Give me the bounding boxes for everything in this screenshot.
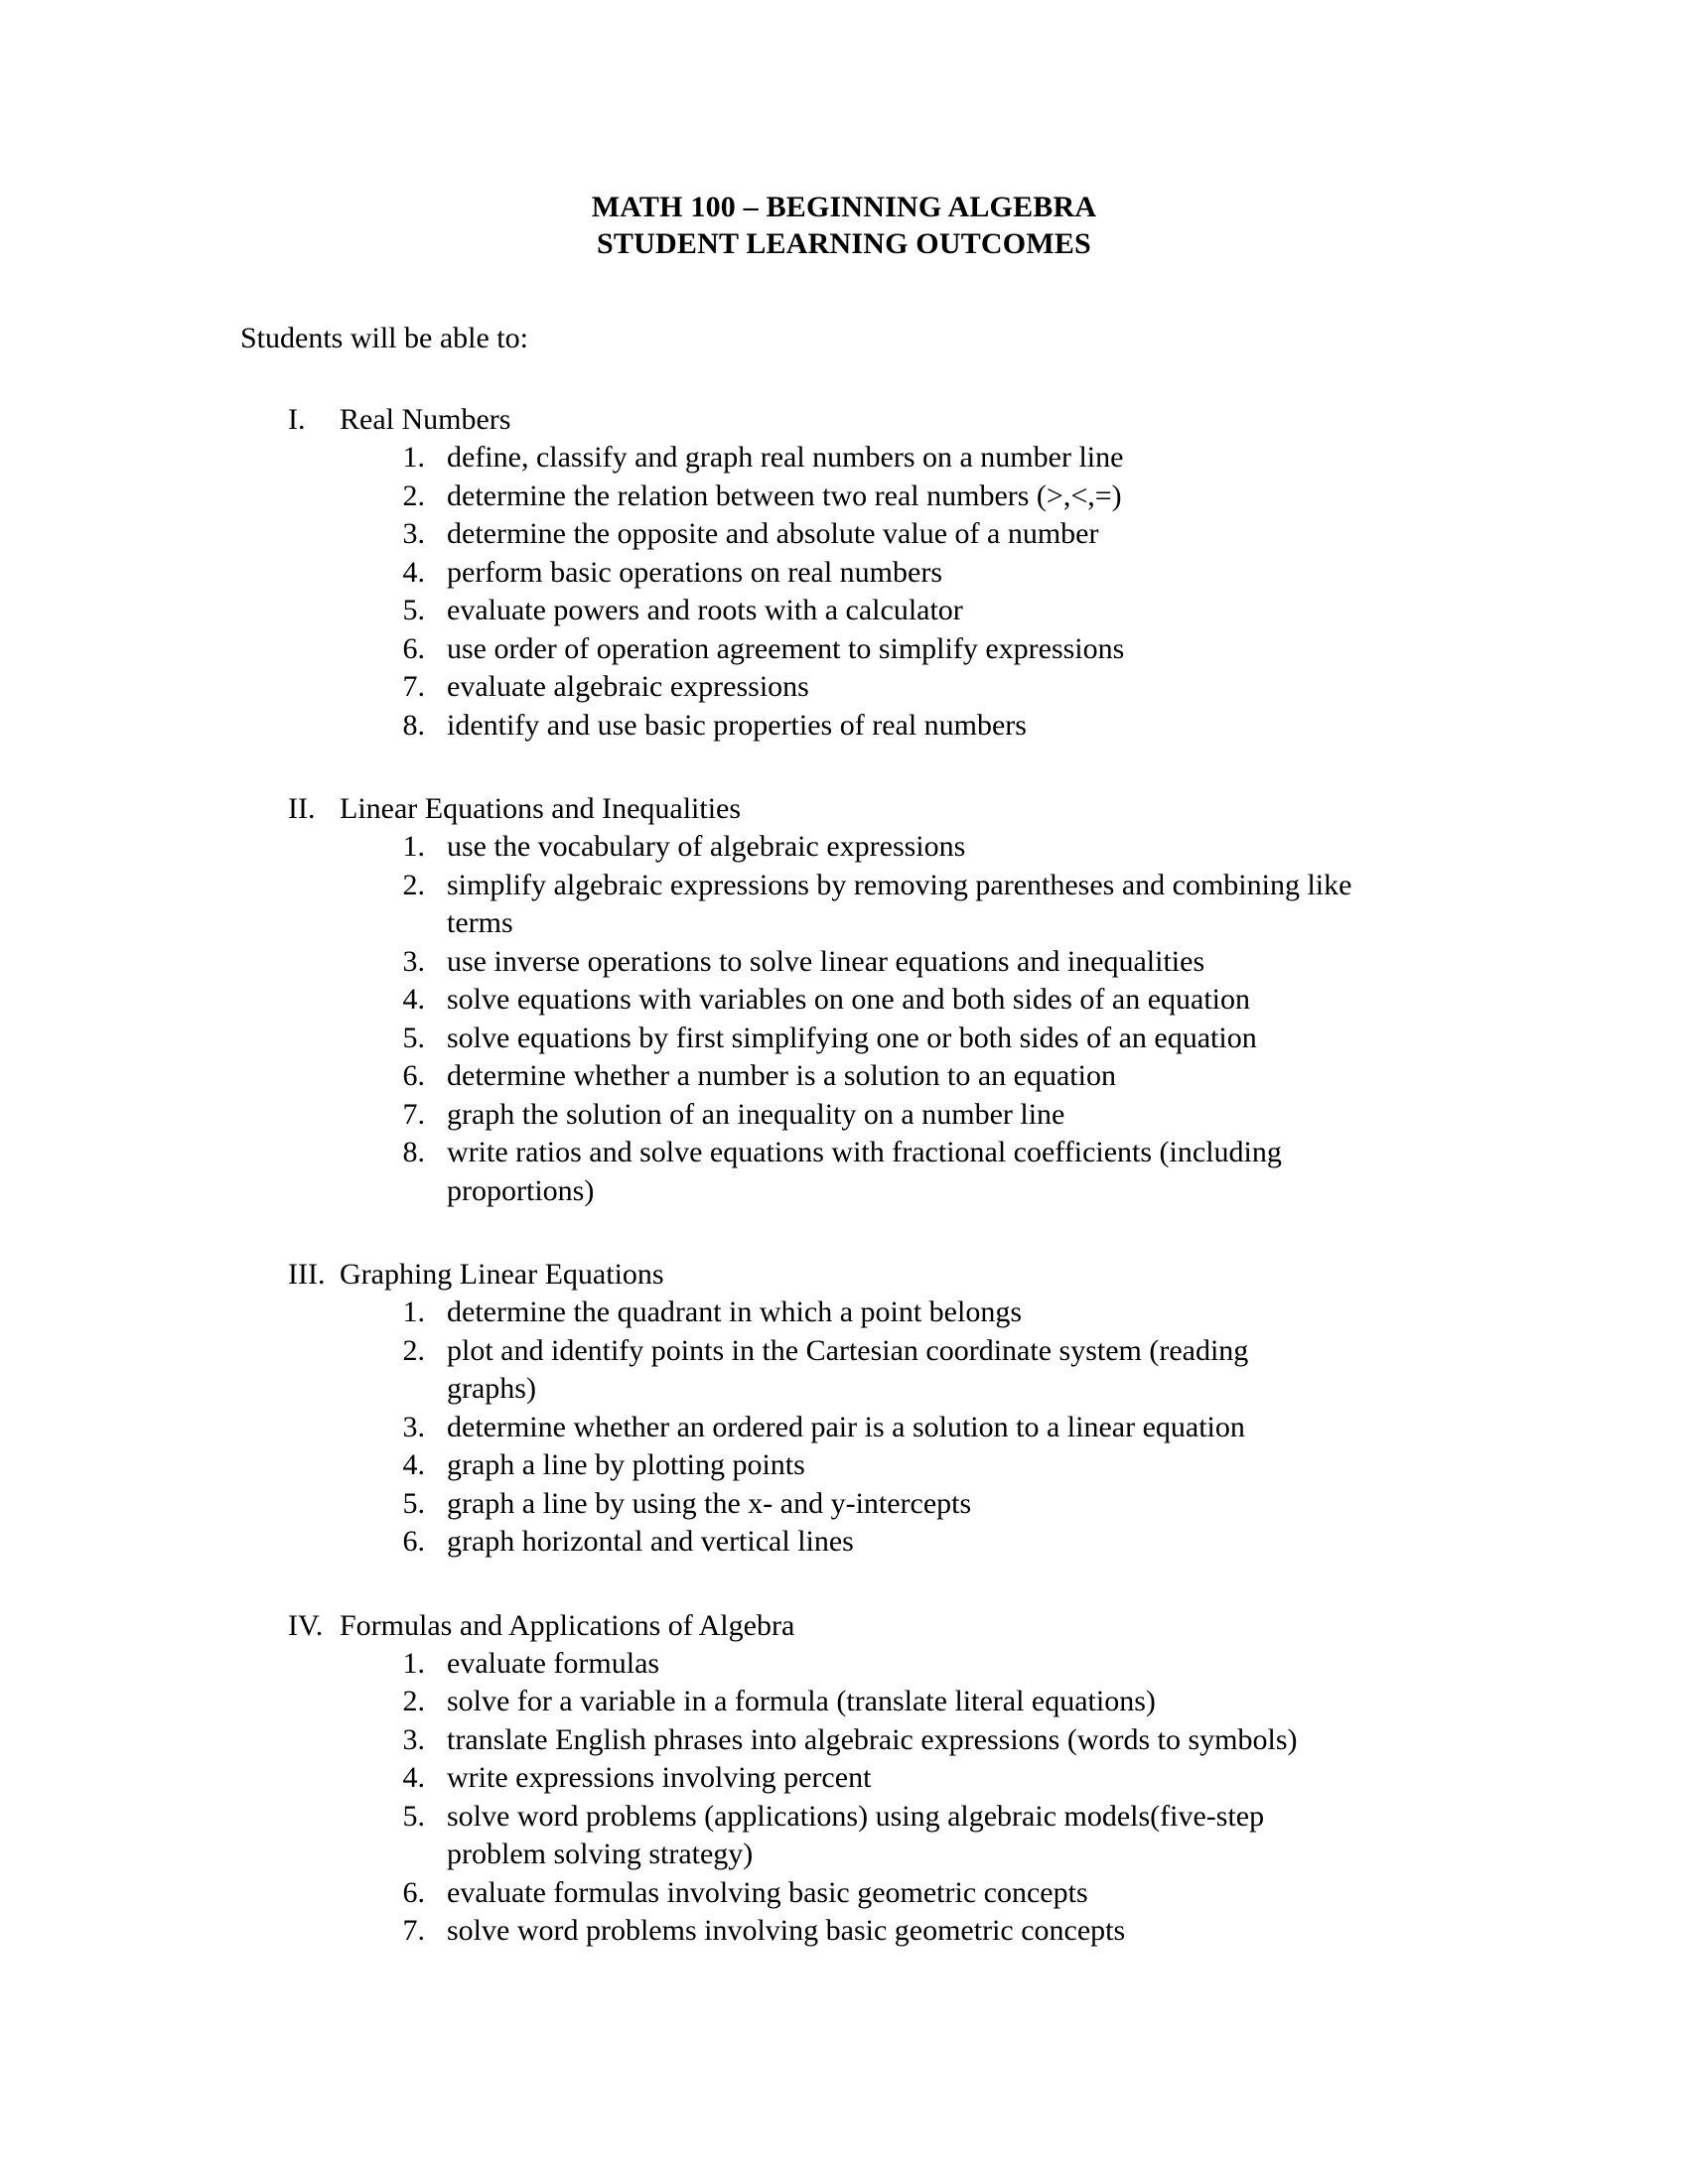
- list-item: [373, 707, 1479, 746]
- section-numeral: I.: [288, 403, 306, 436]
- section-numeral: IV.: [288, 1608, 324, 1642]
- outcome-text: identify and use basic properties of real numbers: [447, 708, 1027, 742]
- outcome-text: use inverse operations to solve linear equations and inequalities: [447, 944, 1205, 978]
- list-item: [373, 828, 1479, 867]
- outcome-number: 8.: [402, 1136, 425, 1168]
- outcome-text: determine the quadrant in which a point belongs: [447, 1296, 1023, 1328]
- outcome-text: plot and identify points in the Cartesian coordinate system (reading graphs): [447, 1333, 1249, 1405]
- list-item: [373, 1020, 1479, 1058]
- section-heading: [288, 1607, 1479, 1645]
- outcome-text: solve equations by first simplifying one or both sides of an equation: [447, 1021, 1257, 1054]
- outcome-number: 2.: [402, 478, 425, 512]
- outcome-number: 1.: [402, 1296, 425, 1328]
- outcome-number: 2.: [402, 868, 425, 901]
- page-title: [209, 189, 1479, 262]
- outcome-list: [209, 828, 1479, 1210]
- outcome-number: 6.: [402, 1525, 425, 1558]
- outcome-text: solve word problems (applications) using algebraic models(five-step problem solving strategy): [447, 1799, 1265, 1870]
- list-item: [373, 1645, 1479, 1684]
- list-item: [373, 867, 1479, 943]
- list-item: [373, 1332, 1479, 1409]
- outcome-text: write ratios and solve equations with fractional coefficients (including proportions): [447, 1136, 1282, 1207]
- outcome-number: 7.: [402, 670, 425, 703]
- section-formulas-and-applications-of-algebra: [209, 1607, 1479, 1951]
- list-item: [373, 1485, 1479, 1524]
- outcome-text: evaluate powers and roots with a calculator: [447, 594, 963, 626]
- outcome-number: 3.: [402, 944, 425, 978]
- outcome-text: solve for a variable in a formula (translate literal equations): [447, 1685, 1156, 1717]
- list-item: [373, 439, 1479, 478]
- section-numeral: III.: [288, 1258, 326, 1291]
- outcome-number: 1.: [402, 830, 425, 863]
- section-title: Graphing Linear Equations: [340, 1258, 664, 1291]
- list-item: [373, 515, 1479, 554]
- outcome-number: 4.: [402, 555, 425, 589]
- outcome-text: write expressions involving percent: [447, 1761, 872, 1794]
- list-item: [373, 1683, 1479, 1721]
- list-item: [373, 1523, 1479, 1562]
- outcome-text: simplify algebraic expressions by removing parentheses and combining like terms: [447, 868, 1352, 939]
- section-title: Real Numbers: [340, 403, 511, 436]
- outcome-list: [209, 1294, 1479, 1562]
- outcome-number: 3.: [402, 1410, 425, 1443]
- outcome-text: determine the opposite and absolute value of a number: [447, 517, 1099, 550]
- outcome-number: 5.: [402, 594, 425, 626]
- list-item: [373, 1912, 1479, 1951]
- section-numeral: II.: [288, 792, 316, 825]
- outcome-text: graph a line by using the x- and y-intercepts: [447, 1486, 972, 1520]
- outcome-number: 6.: [402, 1875, 425, 1909]
- outcome-number: 2.: [402, 1333, 425, 1367]
- outcome-number: 1.: [402, 1646, 425, 1680]
- section-title: Formulas and Applications of Algebra: [340, 1608, 795, 1642]
- outcome-number: 6.: [402, 1059, 425, 1092]
- list-item: [373, 1294, 1479, 1332]
- page-title-line-1: MATH 100 – BEGINNING ALGEBRA: [591, 191, 1097, 223]
- section-linear-equations-and-inequalities: [209, 790, 1479, 1210]
- outcome-text: graph horizontal and vertical lines: [447, 1525, 854, 1558]
- outcome-number: 4.: [402, 1448, 425, 1481]
- outcome-text: use the vocabulary of algebraic expressions: [447, 830, 966, 863]
- outcome-number: 3.: [402, 517, 425, 550]
- outcome-text: evaluate formulas involving basic geometric concepts: [447, 1875, 1088, 1909]
- list-item: [373, 943, 1479, 982]
- section-heading: [288, 1256, 1479, 1294]
- outcome-list: [209, 439, 1479, 745]
- list-item: [373, 668, 1479, 707]
- outcome-text: evaluate algebraic expressions: [447, 670, 809, 703]
- section-title: Linear Equations and Inequalities: [340, 792, 742, 825]
- list-item: [373, 981, 1479, 1020]
- outcome-text: determine whether a number is a solution to an equation: [447, 1059, 1116, 1092]
- list-item: [373, 1096, 1479, 1135]
- outcome-text: evaluate formulas: [447, 1646, 660, 1680]
- outcome-text: define, classify and graph real numbers on a number line: [447, 441, 1124, 474]
- list-item: [373, 592, 1479, 630]
- outcome-number: 5.: [402, 1799, 425, 1833]
- list-item: [373, 1446, 1479, 1485]
- outcome-text: graph the solution of an inequality on a number line: [447, 1097, 1065, 1131]
- outcome-text: solve equations with variables on one and both sides of an equation: [447, 983, 1250, 1016]
- outcome-text: translate English phrases into algebraic expressions (words to symbols): [447, 1722, 1298, 1756]
- intro-text: Students will be able to:: [240, 322, 528, 354]
- outcome-number: 3.: [402, 1722, 425, 1756]
- outcome-number: 4.: [402, 983, 425, 1016]
- list-item: [373, 554, 1479, 593]
- outcome-text: determine the relation between two real numbers (>,<,=): [447, 478, 1122, 512]
- outcome-number: 7.: [402, 1097, 425, 1131]
- outcome-list: [209, 1645, 1479, 1951]
- section-real-numbers: [209, 401, 1479, 745]
- list-item: [373, 1874, 1479, 1913]
- outcome-number: 4.: [402, 1761, 425, 1794]
- section-heading: [288, 790, 1479, 828]
- outcome-text: perform basic operations on real numbers: [447, 555, 942, 589]
- page-title-line-2: STUDENT LEARNING OUTCOMES: [597, 227, 1091, 260]
- list-item: [373, 1721, 1479, 1760]
- outcome-text: determine whether an ordered pair is a solution to a linear equation: [447, 1410, 1245, 1443]
- outcome-number: 6.: [402, 631, 425, 665]
- list-item: [373, 630, 1479, 669]
- section-graphing-linear-equations: [209, 1256, 1479, 1562]
- outcome-number: 2.: [402, 1685, 425, 1717]
- list-item: [373, 1057, 1479, 1096]
- outcome-text: graph a line by plotting points: [447, 1448, 805, 1481]
- outcome-number: 5.: [402, 1021, 425, 1054]
- list-item: [373, 1409, 1479, 1447]
- list-item: [373, 1798, 1479, 1874]
- outcome-text: use order of operation agreement to simplify expressions: [447, 631, 1125, 665]
- outcome-number: 5.: [402, 1486, 425, 1520]
- outcome-text: solve word problems involving basic geometric concepts: [447, 1914, 1126, 1947]
- list-item: [373, 1759, 1479, 1798]
- list-item: [373, 478, 1479, 516]
- outcomes-section-list: [209, 401, 1479, 1951]
- section-heading: [288, 401, 1479, 439]
- list-item: [373, 1134, 1479, 1210]
- outcome-number: 8.: [402, 708, 425, 742]
- outcome-number: 1.: [402, 441, 425, 474]
- outcome-number: 7.: [402, 1914, 425, 1947]
